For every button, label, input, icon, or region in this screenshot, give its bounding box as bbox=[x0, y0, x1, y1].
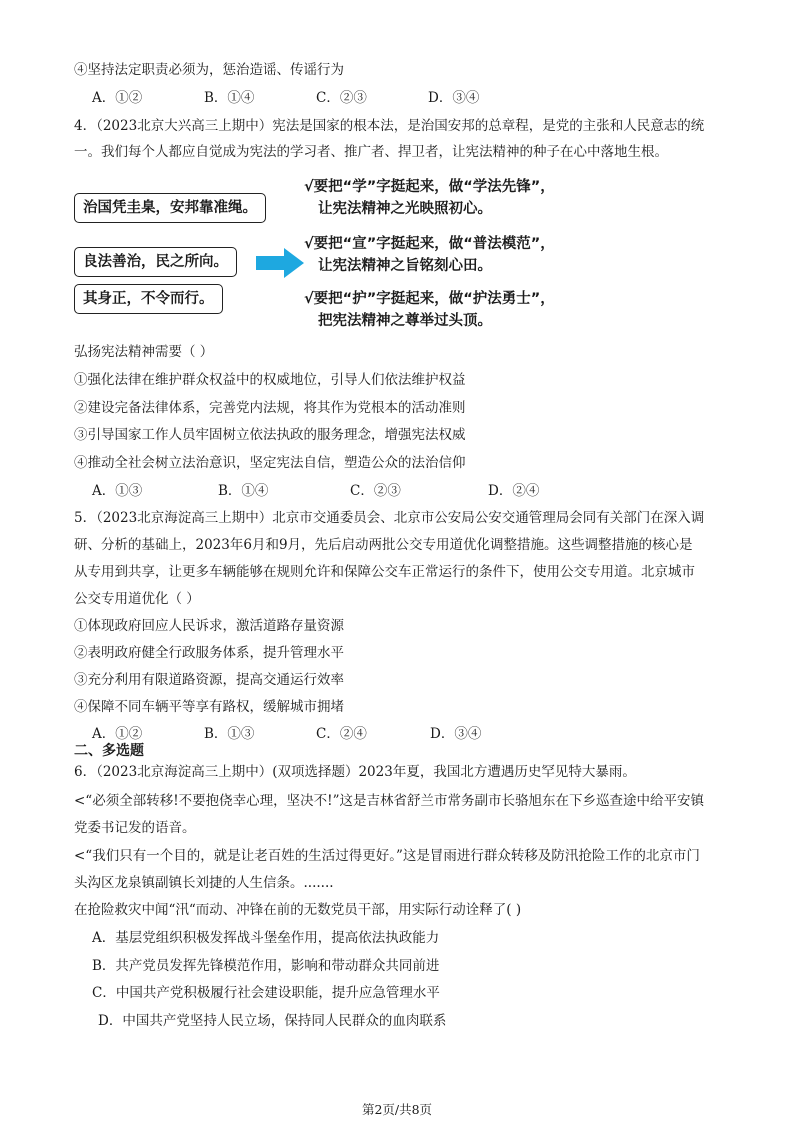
q4-item-3: ③引导国家工作人员牢固树立依法执政的服务理念，增强宪法权威 bbox=[74, 427, 466, 443]
q6-quote-1-line-1: <“必须全部转移!不要抱侥幸心理，坚决不!”这是吉林省舒兰市常务副市长骆旭东在下乡巡查途中给平安镇 bbox=[74, 793, 704, 809]
q6-quote-2-line-1: <“我们只有一个目的，就是让老百姓的生活过得更好。”这是冒雨进行群众转移及防汛抢险工作的北京市门 bbox=[74, 848, 700, 864]
q4-bullet-3-line-2: 把宪法精神之尊举过头顶。 bbox=[318, 313, 492, 329]
q3-item-4: ④坚持法定职责必须为，惩治造谣、传谣行为 bbox=[74, 62, 344, 78]
q3-option-a: A．①② bbox=[92, 90, 143, 106]
q3-option-c: C．②③ bbox=[316, 90, 367, 106]
q4-box-2: 良法善治，民之所向。 bbox=[74, 247, 237, 277]
q6-quote-2-line-2: 头沟区龙泉镇副镇长刘捷的人生信条。....... bbox=[74, 875, 334, 891]
q4-bullet-3-line-1: √要把“护”字挺起来，做“护法勇士”， bbox=[304, 291, 555, 307]
q4-question: 弘扬宪法精神需要（ ） bbox=[74, 344, 214, 360]
right-arrow-icon bbox=[256, 248, 304, 278]
q4-bullet-1-line-2: 让宪法精神之光映照初心。 bbox=[318, 201, 492, 217]
q5-stem-line-1: 5．（2023北京海淀高三上期中）北京市交通委员会、北京市公安局公安交通管理局会同有关部门在深入调 bbox=[74, 510, 705, 526]
q4-bullet-1-line-1: √要把“学”字挺起来，做“学法先锋”， bbox=[304, 179, 555, 195]
q4-bullet-1 bbox=[304, 176, 555, 220]
q4-stem-line-2: 一。我们每个人都应自觉成为宪法的学习者、推广者、捍卫者，让宪法精神的种子在心中落地生根。 bbox=[74, 144, 668, 160]
q6-stem-line-1: 6．（2023北京海淀高三上期中）(双项选择题）2023年夏，我国北方遭遇历史罕见特大暴雨。 bbox=[74, 764, 636, 780]
q4-stem-line-1: 4．（2023北京大兴高三上期中）宪法是国家的根本法，是治国安邦的总章程，是党的主张和人民意志的统 bbox=[74, 118, 705, 134]
q4-option-c: C．②③ bbox=[350, 483, 401, 499]
q4-bullet-2 bbox=[304, 233, 555, 277]
q4-box-1: 治国凭圭臬，安邦靠准绳。 bbox=[74, 193, 266, 223]
q3-option-b: B．①④ bbox=[204, 90, 255, 106]
q4-item-2: ②建设完备法律体系，完善党内法规，将其作为党根本的活动准则 bbox=[74, 400, 466, 416]
q4-bullet-3 bbox=[304, 288, 555, 332]
q5-option-a: A．①② bbox=[92, 726, 143, 742]
q6-option-c: C．中国共产党积极履行社会建设职能，提升应急管理水平 bbox=[92, 985, 440, 1001]
q5-option-d: D．③④ bbox=[430, 726, 482, 742]
q6-option-b: B．共产党员发挥先锋模范作用，影响和带动群众共同前进 bbox=[92, 958, 440, 974]
q4-option-d: D．②④ bbox=[488, 483, 540, 499]
q5-item-4: ④保障不同车辆平等享有路权，缓解城市拥堵 bbox=[74, 699, 344, 715]
section-heading-multi-choice: 二、多选题 bbox=[74, 743, 144, 759]
q5-stem-line-3: 从专用到共享，让更多车辆能够在规则允许和保障公交车正常运行的条件下，使用公交专用道。北京城市 bbox=[74, 564, 695, 580]
q4-bullet-2-line-2: 让宪法精神之旨铭刻心田。 bbox=[318, 258, 492, 274]
q4-bullet-2-line-1: √要把“宣”字挺起来，做“普法模范”， bbox=[304, 236, 555, 252]
q5-options bbox=[92, 724, 481, 744]
q5-stem-line-2: 研、分析的基础上，2023年6月和9月，先后启动两批公交专用道优化调整措施。这些调整措施的核心是 bbox=[74, 537, 693, 553]
q6-option-a: A．基层党组织积极发挥战斗堡垒作用，提高依法执政能力 bbox=[92, 930, 440, 946]
q4-option-b: B．①④ bbox=[218, 483, 269, 499]
q4-box-3: 其身正，不令而行。 bbox=[74, 284, 223, 314]
q5-option-c: C．②④ bbox=[316, 726, 367, 742]
q5-option-b: B．①③ bbox=[204, 726, 255, 742]
q4-item-4: ④推动全社会树立法治意识，坚定宪法自信，塑造公众的法治信仰 bbox=[74, 455, 466, 471]
q3-option-d: D．③④ bbox=[428, 90, 480, 106]
q5-item-1: ①体现政府回应人民诉求，激活道路存量资源 bbox=[74, 618, 344, 634]
q4-option-a: A．①③ bbox=[92, 483, 143, 499]
q5-item-3: ③充分利用有限道路资源，提高交通运行效率 bbox=[74, 672, 344, 688]
q5-stem-line-4: 公交专用道优化（ ） bbox=[74, 591, 200, 607]
q3-options bbox=[92, 88, 479, 108]
q6-quote-1-line-2: 党委书记发的语音。 bbox=[74, 820, 196, 836]
q4-item-1: ①强化法律在维护群众权益中的权威地位，引导人们依法维护权益 bbox=[74, 372, 466, 388]
page-footer: 第2页/共8页 bbox=[361, 1102, 433, 1117]
q5-item-2: ②表明政府健全行政服务体系，提升管理水平 bbox=[74, 645, 344, 661]
q6-option-d: D．中国共产党坚持人民立场，保持同人民群众的血肉联系 bbox=[98, 1013, 447, 1029]
q6-question: 在抢险救灾中闻“汛“而动、冲锋在前的无数党员干部，用实际行动诠释了( ) bbox=[74, 902, 522, 918]
q4-options bbox=[92, 481, 539, 501]
